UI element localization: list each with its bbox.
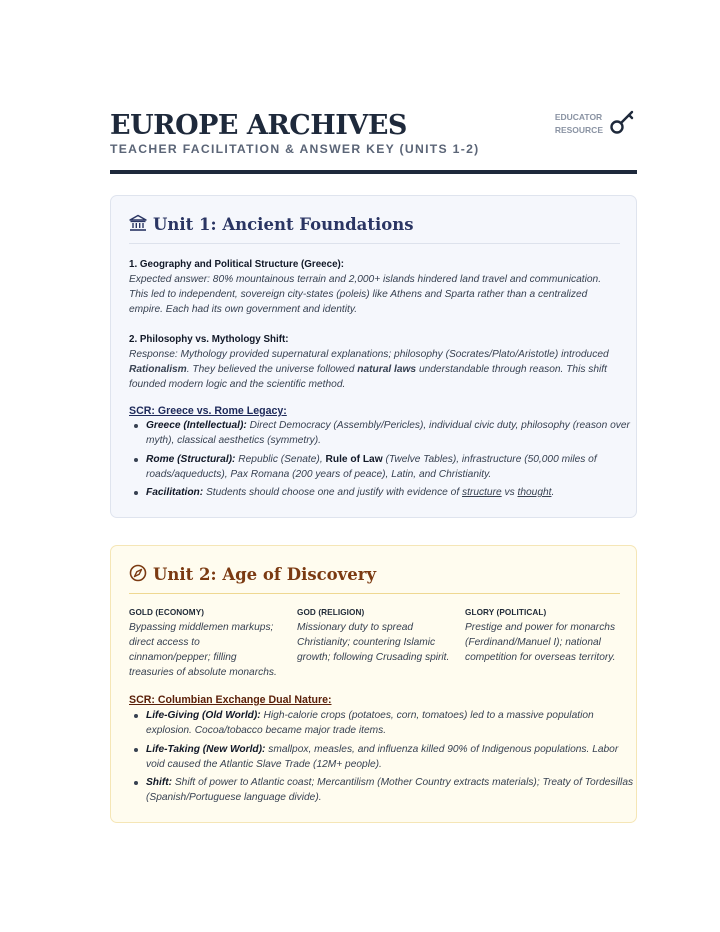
gold-text: Bypassing middlemen markups; direct access to cinnamon/pepper; filling treasuries of absolute monarchs. — [129, 622, 277, 678]
list-item — [146, 708, 636, 738]
god-column — [297, 608, 452, 665]
bullet-text: High-calorie crops (potatoes, corn, tomatoes) led to a massive population explosion. Cocoa/tobacco became major trade items. — [146, 710, 594, 736]
unit-1-card — [110, 195, 637, 518]
q2-text-c: . They believed the universe followed — [186, 364, 358, 375]
question-2 — [129, 332, 621, 392]
page-subtitle: TEACHER FACILITATION & ANSWER KEY (UNITS 1-2) — [110, 142, 480, 156]
glory-text: Prestige and power for monarchs (Ferdinand/Manuel I); national competition for overseas territory. — [465, 622, 616, 663]
bullet-text: Shift of power to Atlantic coast; Mercantilism (Mother Country extracts materials); Treaty of Tordesillas (Spanish/Portuguese language divide). — [146, 777, 634, 803]
question-1-heading: 1. Geography and Political Structure (Greece): — [129, 259, 345, 270]
underlined-term: thought — [517, 487, 552, 498]
bullet-label: Life-Giving (Old World): — [146, 710, 261, 721]
header-rule — [110, 170, 637, 174]
bullet-label: Rome (Structural): — [146, 453, 236, 465]
bullet-text: smallpox, measles, and influenza killed 90% of Indigenous populations. Labor void caused the Atlantic Slave Trade (12M+ people). — [146, 743, 619, 770]
gold-heading: GOLD (ECONOMY) — [129, 608, 205, 617]
unit-1-title-text: Unit 1: Ancient Foundations — [153, 215, 414, 234]
unit-2-card — [110, 545, 637, 823]
god-heading: GOD (RELIGION) — [297, 608, 365, 617]
unit-2-title-text: Unit 2: Age of Discovery — [153, 565, 377, 584]
unit-2-bullet-list — [129, 708, 636, 809]
god-text: Missionary duty to spread Christianity; countering Islamic growth; following Crusading spirit. — [297, 622, 450, 663]
educator-badge — [555, 111, 603, 137]
page-title: EUROPE ARCHIVES — [110, 110, 407, 141]
bullet-text: Students should choose one and justify with evidence of — [203, 487, 462, 498]
unit-2-title — [129, 564, 376, 584]
list-item — [146, 775, 636, 805]
key-icon — [609, 108, 637, 136]
q2-text-e: understandable through reason. This shift founded modern logic and the scientific method. — [129, 364, 607, 390]
bullet-text: . — [551, 487, 555, 498]
question-2-answer — [129, 347, 621, 392]
list-item — [146, 418, 636, 448]
column-building-icon — [129, 214, 147, 232]
compass-icon — [129, 564, 147, 582]
list-item — [146, 742, 636, 772]
glory-column — [465, 608, 620, 665]
bullet-label: Facilitation: — [146, 487, 204, 498]
q2-text-a: Response: Mythology provided supernatural explanations; philosophy (Socrates/Plato/Aristotle) introduced — [129, 349, 609, 360]
bullet-text: (Twelve Tables), infrastructure (50,000 miles of roads/aqueducts), Pax Romana (200 years of peace), Latin, and Christianity. — [146, 453, 597, 480]
question-1 — [129, 257, 621, 317]
bullet-label: Life-Taking (New World): — [146, 743, 266, 755]
list-item — [146, 452, 636, 482]
glory-heading: GLORY (POLITICAL) — [465, 608, 547, 617]
bullet-text: Republic (Senate), — [235, 453, 326, 465]
badge-line-1: EDUCATOR — [554, 112, 603, 122]
gold-column — [129, 608, 284, 680]
bullet-text: vs — [501, 487, 518, 498]
bullet-text: Direct Democracy (Assembly/Pericles), individual civic duty, philosophy (reason over myth), classical aesthetics (symmetry). — [146, 420, 630, 446]
underlined-term: structure — [462, 487, 502, 498]
unit-2-scr-heading: SCR: Columbian Exchange Dual Nature: — [129, 694, 332, 706]
question-1-answer: Expected answer: 80% mountainous terrain and 2,000+ islands hindered land travel and communication. This led to independent, sovereign city-states (poleis) like Athens and Sparta rather than a centralized empire. Each had its own government and identity. — [129, 274, 602, 315]
unit-1-title — [129, 214, 414, 234]
q2-term-rationalism: Rationalism — [129, 364, 187, 375]
bullet-label: Greece (Intellectual): — [146, 420, 247, 431]
badge-line-2: RESOURCE — [554, 125, 603, 135]
q2-term-natural-laws: natural laws — [357, 364, 417, 375]
bullet-term: Rule of Law — [325, 453, 383, 465]
header — [110, 108, 637, 174]
unit-1-bullet-list — [129, 418, 636, 504]
unit-1-divider — [129, 243, 620, 244]
list-item — [146, 485, 636, 500]
unit-2-divider — [129, 593, 620, 594]
bullet-label: Shift: — [146, 777, 173, 788]
unit-1-scr-heading: SCR: Greece vs. Rome Legacy: — [129, 405, 287, 417]
question-2-heading: 2. Philosophy vs. Mythology Shift: — [129, 334, 289, 345]
